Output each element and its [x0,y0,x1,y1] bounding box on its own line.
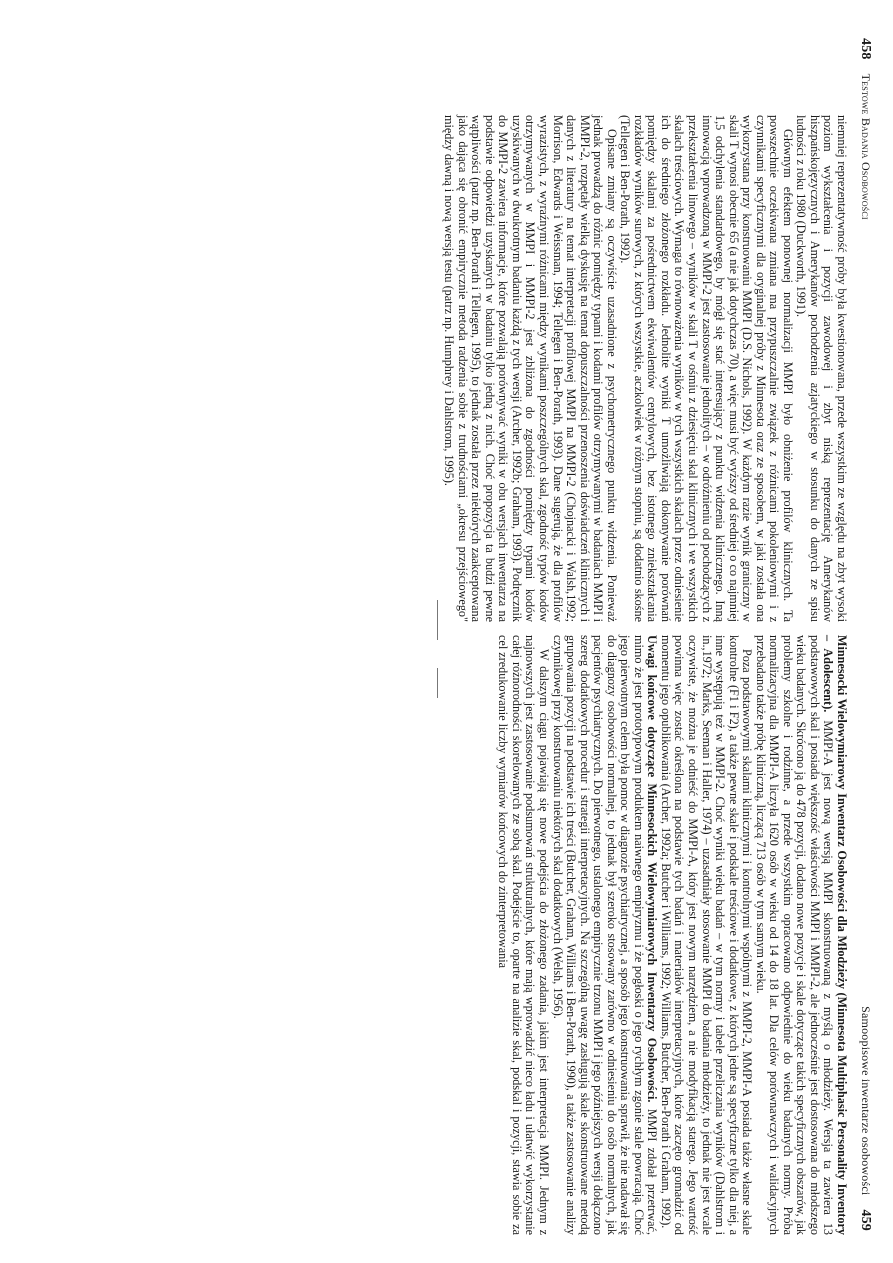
right-body-text [496,635,848,1235]
left-page-number: 458 [858,38,873,60]
section-1-heading: Minnesocki Wielowymiarowy Inwentarz Osobowości dla Młodzieży (Minnesota Multiphasic Personality Inventory – Adolescent). [821,635,849,1235]
section-1-paragraph-2: Poza podstawowymi skalami klinicznymi i kontrolnymi wspólnymi z MMPI-2, MMPI-A posiada także własne skale kontrolne (F1 i F2), a także pewne skale i podskale treściowe i dodatkowe, z których jedne są specyficzne tylko dla niej, a inne występują też w MMPI-2. Choć wyniki wieku badań – w tym normy i tabele przeliczania wyników (Dahlstrom i in.,1972; Marks, Seeman i Haller, 1974) – uzasadniały stosowanie MMPI do badania młodzieży, to jednak nie jest wcale oczywiste, że można je odnieść do MMPI-A, który jest nowym narzędziem, a nie modyfikacją starego. Jego wartość powinna więc zostać określona na podstawie tych badań i materiałów interpretacyjnych, które zaczęto gromadzić od momentu jego opublikowania (Archer, 1992a; Butcher i Williams, 1992; Williams, Butcher, Ben-Porath i Graham, 1992). [658,635,755,1235]
right-running-title: Samoopisowe inwentarze osobowości [859,1006,873,1196]
section-1-text-1: MMPI-A jest nową wersją MMPI skonstruowaną z myślą o młodzieży. Wersja ta zawiera 13 podstawowych skal i posiada większość właściwości MMPI i MMPI-2, ale jednocześnie jest dostosowana do młodszego wieku badanych. Skrócono ją do 478 pozycji, dodano nowe pozycje i skale dotyczące takich specyficznych obszarów, jak problemy szkolne i rodzinne, a przede wszystkim opracowano odpowiednie do wieku badanych normy. Próba normalizacyjna dla MMPI-A liczyła 1620 osób w wieku od 14 do 18 lat. Dla celów porównawczych i walidacyjnych przebadano także próbę kliniczną, liczącą 713 osób w tym samym wieku. [753,635,836,1236]
right-page-number: 459 [858,1209,873,1231]
left-running-head [857,38,873,220]
section-2-heading: Uwagi końcowe dotyczące Minnesockich Wielowymiarowych Inwentarzy Osobowości. [645,635,660,1103]
left-body-text [442,115,848,622]
left-paragraph-2: Głównym efektem ponownej normalizacji MMPI było obniżenie profilów klinicznych. Ta powszechnie oczekiwana zmiana ma przypuszczalnie związek z różnicami pokoleniowymi i z czynnikami specyficznymi dla oryginalnej próby z Minnesota oraz ze sposobem, w jaki została ona wykorzystana przy konstruowaniu MMPI (D.S. Nichols, 1992). W każdym razie wynik graniczny w skali T wynosi obecnie 65 (a nie jak dotychczas 70), a więc musi być wyższy od średniej o co najmniej 1,5 odchylenia standardowego, by mógł się stać interesujący z punktu widzenia klinicznego. Inną innowacją wprowadzoną w MMPI-2 jest zastosowanie jednolitych – w odróżnieniu od pochodzących z przekształcenia linowego – wyników w skali T w ośmiu z dziesięciu skal klinicznych i we wszystkich skalach treściowych. Wymaga to równoważenia wyników w tych wszystkich skalach przez odniesienie ich do średniego złożonego rozkładu. Jednolite wyniki T umożliwiają dokonywanie porównań pomiędzy skalami za pośrednictwem ekwiwalentów centylowych, bez istotnego zniekształcania rozkładów wyników surowych, z których wszystkie, aczkolwiek w różnym stopniu, są dodatnio skośne (Tellegen i Ben-Porath, 1992). [618,115,795,622]
section-2-paragraph-2: W dalszym ciągu pojawiają się nowe podejścia do złożonego zadania, jakim jest interpretacja MMPI. Jednym z najnowszych jest zastosowanie podsumowań strukturalnych, które mają wprowadzić nieco ładu i ułatwić wykorzystanie całej różnorodności skorelowanych ze sobą skal. Podejście to, oparte na analizie skal, podskal i pozycji, stawia sobie za cel zredukowanie liczby wymiarów końcowych do zinterpretowania [496,635,551,1235]
left-paragraph-3: Opisane zmiany są oczywiście uzasadnione z psychometrycznego punktu widzenia. Ponieważ jednak prowadzą do różnic pomiędzy typami i kodami profilów otrzymywanymi w badaniach MMPI i MMPI-2, rozpętały wielką dyskusję na temat dopuszczalności przenoszenia doświadczeń klinicznych i danych z literatury na temat interpretacji profilowej MMPI na MMPI-2 (Chojnacki i Walsh,1992; Morrison, Edwards i Weissman, 1994; Tellegen i Ben-Porath, 1993). Dane sugerują, że dla profilów wyrazistych, z wyraźnymi różnicami między wynikami poszczególnych skal, zgodność typów kodów otrzymywanych w MMPI i MMPI-2 jest zbliżona do zgodności pomiędzy typami kodów uzyskiwanych w dwukrotnym badaniu każdą z tych wersji (Archer, 1992b; Graham, 1993). Podręcznik do MMPI-2 zawiera informacje, które pozwalają porównywać wyniki w obu wersjach inwentarza na podstawie odpowiedzi uzyskanych w badaniu tylko jedną z nich. Choć propozycja ta budzi pewne wątpliwości (patrz np. Ben-Porath i Tellegen, 1995), to jednak została przez niektórych zaakceptowana jako dająca się obronić empirycznie metoda radzenia sobie z trudnościami „okresu przejściowego" między dawną i nową wersją testu (patrz np. Humphrey i Dahlstrom, 1995). [442,115,619,622]
right-running-head [857,1006,873,1231]
section-2-text-1: MMPI zdołał przetrwać, mimo że jest prototypowym produktem naiwnego empiryzmu i że pogłoski o jego rychłym zgonie stale powracają. Choć jego pierwotnym celem była pomoc w diagnozie psychiatrycznej, a sposób jego konstruowania sprawił, że nie nadawał się do diagnozy osobowości normalnej, to jednak był szeroko stosowany zarówno w odniesieniu do osób normalnych, jak pacjentów psychiatrycznych. Do pierwotnego, ustalonego empirycznie trzonu MMPI i jego późniejszych wersji dołączono szereg dodatkowych procedur i strategii interpretacyjnych. Na szczególną uwagę zasługują skale skonstruowane metodą grupowania pozycji na podstawie ich treści (Butcher, Graham, Williams i Ben-Porath, 1990), a także zastosowanie analizy czynnikowej przy konstruowaniu niektórych skal dodatkowych (Welsh, 1956). [550,635,660,1236]
left-paragraph-1: niemniej reprezentatywność próby była kwestionowana, przede wszystkim ze względu na zbyt wysoki poziom wykształcenia i pozycji zawodowej i zbyt niską reprezentację Amerykanów hiszpańskojęzycznych i Amerykanów pochodzenia azjatyckiego w stosunku do danych ze spisu ludności z roku 1980 (Duckworth, 1991). [794,115,849,622]
left-page [0,0,893,620]
gutter-mark-1 [437,600,438,640]
right-page [0,635,893,1263]
left-running-title: Testowe Badania Osobowości [859,73,873,220]
